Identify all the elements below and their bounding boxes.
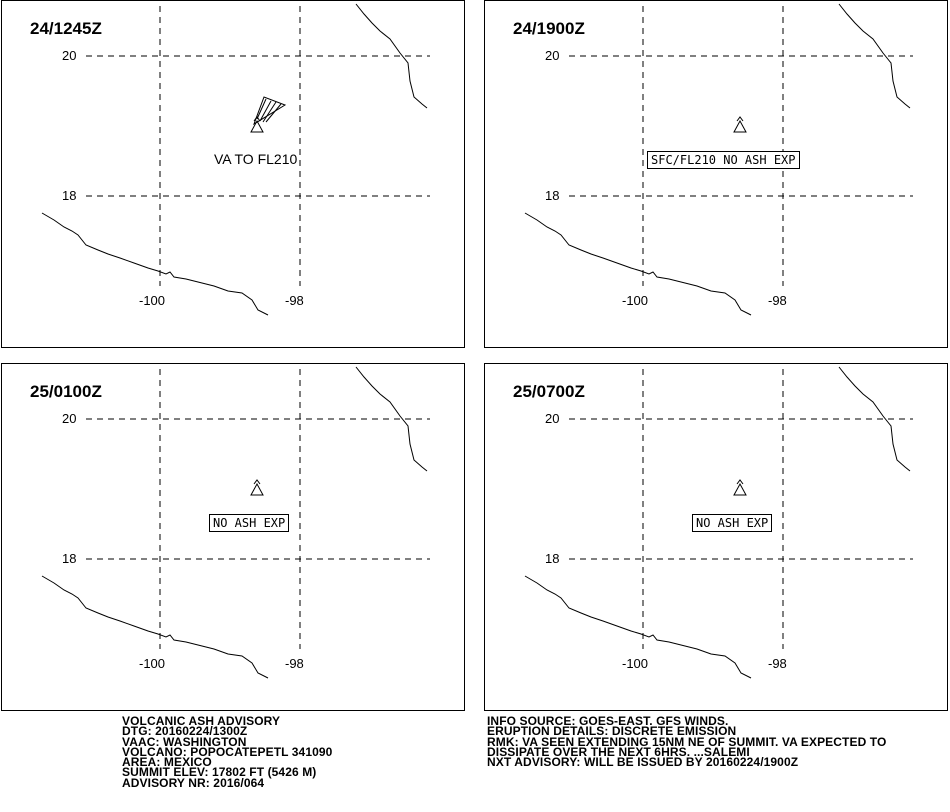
advisory-info-left bbox=[122, 716, 332, 788]
graticule bbox=[569, 6, 913, 286]
lon-label-100: -100 bbox=[622, 656, 649, 671]
lat-label-20: 20 bbox=[545, 48, 560, 63]
panel-time: 24/1245Z bbox=[30, 19, 102, 38]
advisory-number: ADVISORY NR: 2016/064 bbox=[122, 775, 265, 790]
graticule bbox=[569, 369, 913, 649]
graticule bbox=[86, 6, 430, 286]
forecast-panel-4 bbox=[484, 363, 948, 711]
lat-label-18: 18 bbox=[62, 551, 77, 566]
advisory-area: AREA: MEXICO bbox=[122, 755, 212, 770]
advisory-eruption-details: ERUPTION DETAILS: DISCRETE EMISSION bbox=[487, 724, 737, 739]
graticule bbox=[86, 369, 430, 649]
advisory-volcano: VOLCANO: POPOCATEPETL 341090 bbox=[122, 744, 333, 759]
panel-time: 25/0100Z bbox=[30, 382, 102, 401]
panel-time: 25/0700Z bbox=[513, 382, 585, 401]
lon-label-100: -100 bbox=[139, 656, 166, 671]
lon-label-100: -100 bbox=[622, 293, 649, 308]
advisory-summit-elev: SUMMIT ELEV: 17802 FT (5426 M) bbox=[122, 765, 317, 780]
ash-label: VA TO FL210 bbox=[214, 151, 298, 167]
forecast-panel-2 bbox=[484, 0, 948, 348]
advisory-info-source: INFO SOURCE: GOES-EAST. GFS WINDS. bbox=[487, 714, 729, 728]
lon-label-98: -98 bbox=[285, 656, 304, 671]
volcano-triangle-icon bbox=[734, 480, 746, 495]
lat-label-18: 18 bbox=[545, 551, 560, 566]
advisory-remark-2: DISSIPATE OVER THE NEXT 6HRS. ...SALEMI bbox=[487, 744, 750, 759]
lat-label-18: 18 bbox=[545, 188, 560, 203]
lat-label-18: 18 bbox=[62, 188, 77, 203]
advisory-next: NXT ADVISORY: WILL BE ISSUED BY 20160224/1900Z bbox=[487, 755, 799, 770]
volcano-triangle-icon bbox=[734, 117, 746, 132]
lon-label-100: -100 bbox=[139, 293, 166, 308]
lon-label-98: -98 bbox=[768, 293, 787, 308]
advisory-dtg: DTG: 20160224/1300Z bbox=[122, 724, 248, 739]
panel-time: 24/1900Z bbox=[513, 19, 585, 38]
advisory-title: VOLCANIC ASH ADVISORY bbox=[122, 714, 281, 728]
forecast-panel-1 bbox=[1, 0, 465, 348]
lon-label-98: -98 bbox=[285, 293, 304, 308]
lon-label-98: -98 bbox=[768, 656, 787, 671]
advisory-remark-1: RMK: VA SEEN EXTENDING 15NM NE OF SUMMIT. VA EXPECTED TO bbox=[487, 734, 887, 749]
advisory-info-right bbox=[487, 714, 887, 770]
forecast-panel-3 bbox=[1, 363, 465, 711]
advisory-vaac: VAAC: WASHINGTON bbox=[122, 734, 247, 749]
ash-label: SFC/FL210 NO ASH EXP bbox=[647, 151, 800, 169]
volcano-triangle-icon bbox=[251, 480, 263, 495]
lat-label-20: 20 bbox=[545, 411, 560, 426]
ash-label: NO ASH EXP bbox=[209, 514, 289, 532]
lat-label-20: 20 bbox=[62, 48, 77, 63]
lat-label-20: 20 bbox=[62, 411, 77, 426]
ash-label: NO ASH EXP bbox=[692, 514, 772, 532]
